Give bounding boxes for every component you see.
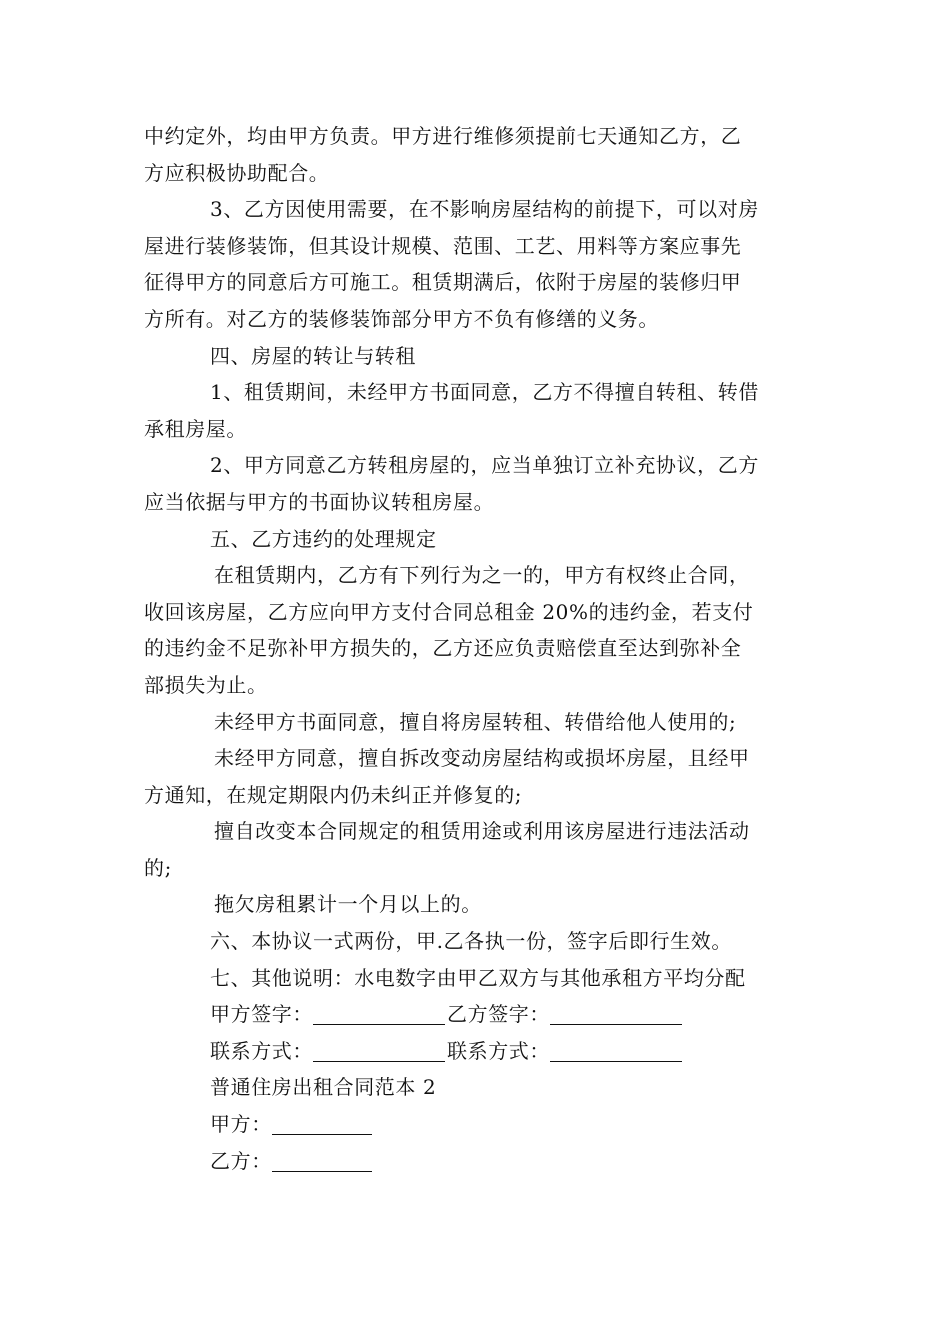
party-a-label: 甲方： (210, 1112, 272, 1137)
paragraph-line: 应当依据与甲方的书面协议转租房屋。 (144, 489, 495, 514)
paragraph-line: 收回该房屋，乙方应向甲方支付合同总租金 20%的违约金，若支付 (144, 599, 754, 624)
paragraph-line: 方所有。对乙方的装修装饰部分甲方不负有修缮的义务。 (144, 306, 659, 331)
paragraph-line: 六、本协议一式两份，甲.乙各执一份，签字后即行生效。 (210, 929, 732, 954)
party-b-row (144, 1143, 808, 1180)
paragraph-line: 在租赁期内，乙方有下列行为之一的，甲方有权终止合同， (214, 563, 750, 588)
party-b-blank[interactable] (272, 1149, 372, 1172)
paragraph-line: 未经甲方同意，擅自拆改变动房屋结构或损坏房屋，且经甲 (214, 746, 750, 771)
party-b-label: 乙方： (210, 1148, 272, 1173)
paragraph-line: 征得甲方的同意后方可施工。租赁期满后，依附于房屋的装修归甲 (144, 270, 742, 295)
paragraph-line: 未经甲方书面同意，擅自将房屋转租、转借给他人使用的; (214, 709, 737, 734)
paragraph-line: 拖欠房租累计一个月以上的。 (214, 892, 482, 917)
contact-b-blank[interactable] (550, 1039, 682, 1062)
paragraph-line: 方通知，在规定期限内仍未纠正并修复的; (144, 782, 523, 807)
section-heading: 四、房屋的转让与转租 (210, 343, 416, 368)
contract-body (144, 118, 808, 1179)
party-a-blank[interactable] (272, 1112, 372, 1135)
paragraph-line: 部损失为止。 (144, 672, 268, 697)
paragraph-line: 七、其他说明：水电数字由甲乙双方与其他承租方平均分配 (210, 965, 746, 990)
paragraph-line: 中约定外，均由甲方负责。甲方进行维修须提前七天通知乙方，乙 (144, 124, 742, 148)
contact-a-label: 联系方式： (210, 1038, 313, 1063)
paragraph-line: 的; (144, 855, 172, 880)
paragraph-line: 1、租赁期间，未经甲方书面同意，乙方不得擅自转租、转借 (210, 380, 759, 405)
paragraph-line: 承租房屋。 (144, 416, 247, 441)
party-a-row (144, 1106, 808, 1143)
paragraph-line: 方应积极协助配合。 (144, 160, 330, 185)
contact-b-label: 联系方式： (447, 1038, 550, 1063)
section-heading: 五、乙方违约的处理规定 (210, 526, 437, 551)
paragraph-line: 擅自改变本合同规定的租赁用途或利用该房屋进行违法活动 (214, 819, 750, 844)
paragraph-line: 3、乙方因使用需要，在不影响房屋结构的前提下，可以对房 (210, 197, 759, 222)
party-a-sign-label: 甲方签字： (210, 1002, 313, 1027)
party-b-sign-blank[interactable] (550, 1002, 682, 1025)
contact-row (144, 1033, 808, 1070)
party-a-sign-blank[interactable] (313, 1002, 445, 1025)
paragraph-line: 2、甲方同意乙方转租房屋的，应当单独订立补充协议，乙方 (210, 453, 759, 478)
second-contract-title: 普通住房出租合同范本 2 (210, 1075, 437, 1100)
paragraph-line: 的违约金不足弥补甲方损失的，乙方还应负责赔偿直至达到弥补全 (144, 636, 742, 661)
paragraph-line: 屋进行装修装饰，但其设计规模、范围、工艺、用料等方案应事先 (144, 233, 742, 258)
party-b-sign-label: 乙方签字： (447, 1002, 550, 1027)
signature-row (144, 996, 808, 1033)
contact-a-blank[interactable] (313, 1039, 445, 1062)
